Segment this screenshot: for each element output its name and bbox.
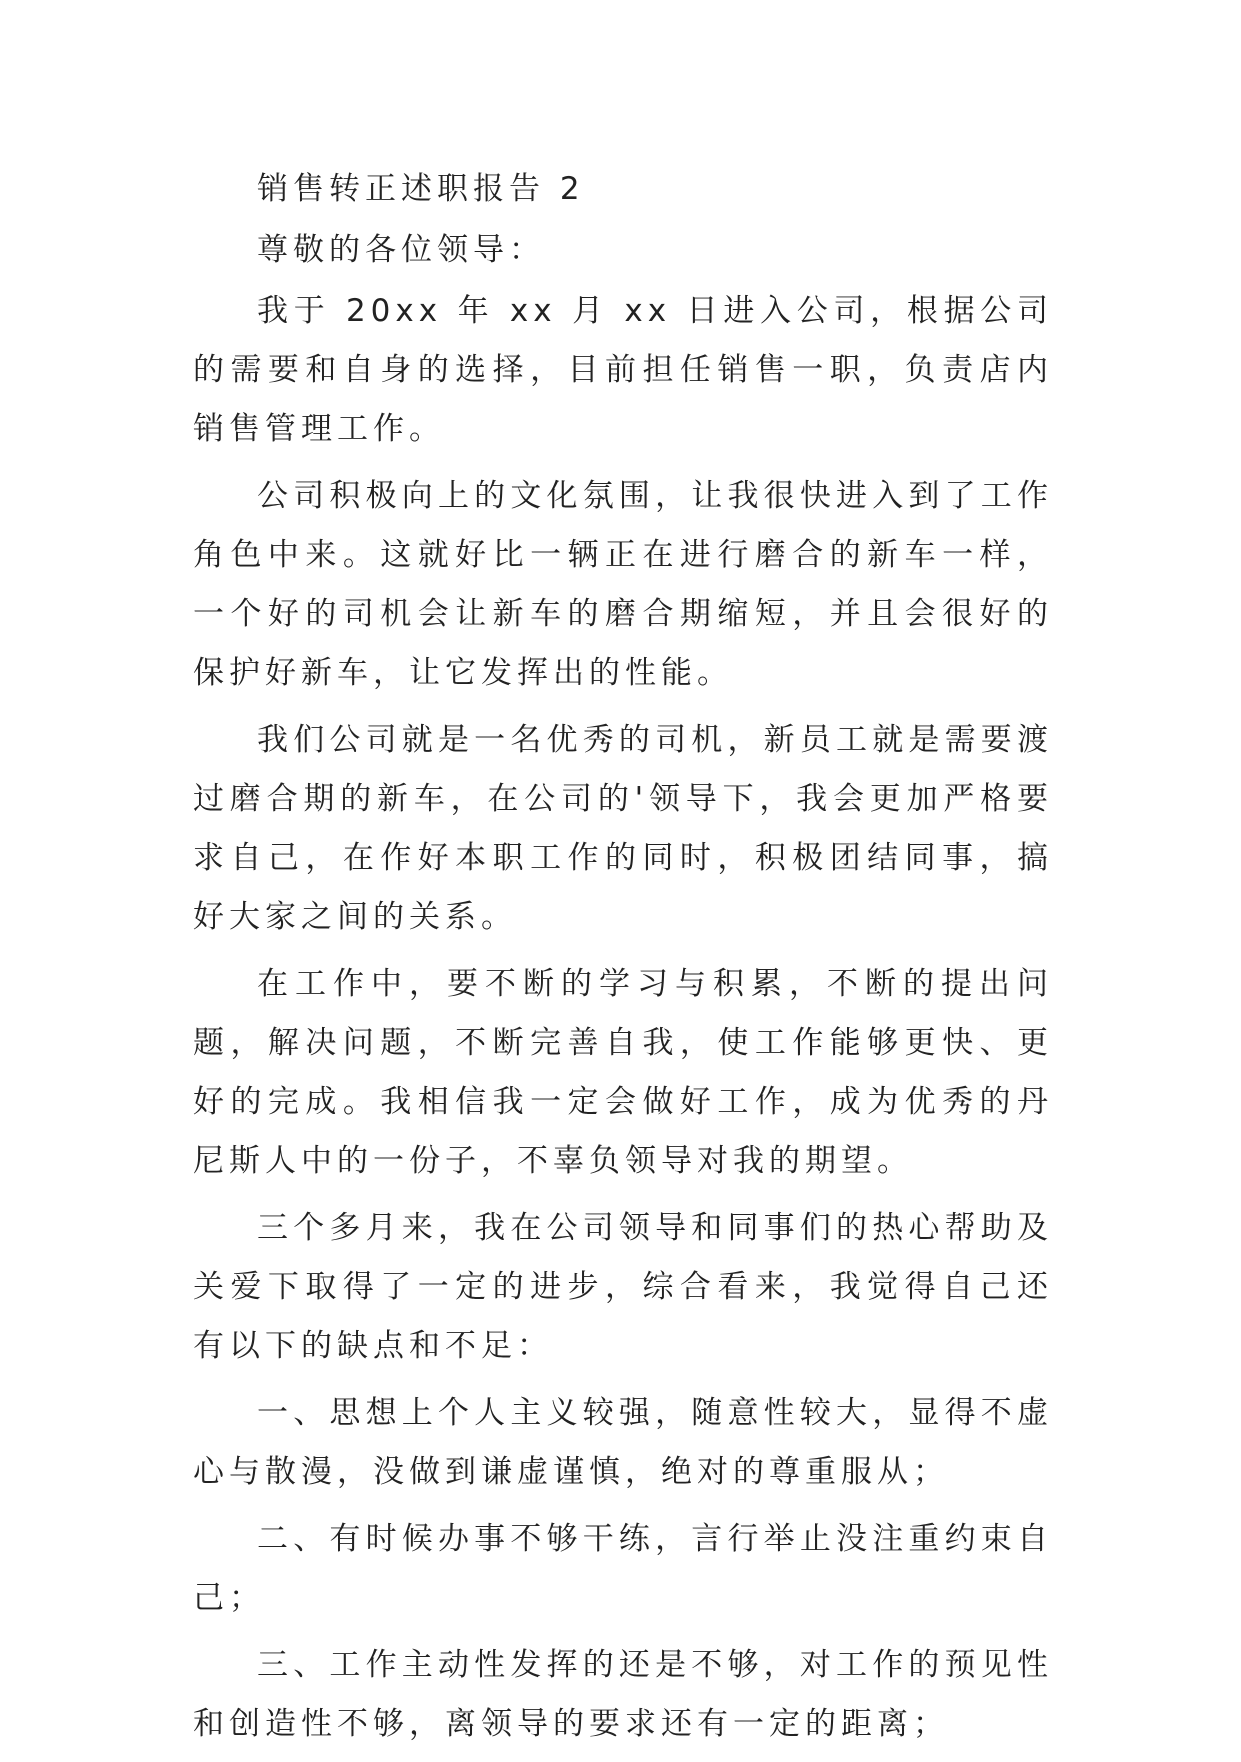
list-item: 二、有时候办事不够干练，言行举止没注重约束自己； (193, 1521, 1053, 1616)
list-item: 一、思想上个人主义较强，随意性较大，显得不虚心与散漫，没做到谦虚谨慎，绝对的尊重服从； (193, 1395, 1053, 1490)
document-title: 销售转正述职报告 2 (257, 171, 585, 207)
paragraph: 我于 20xx 年 xx 月 xx 日进入公司，根据公司的需要和自身的选择，目前担任销售一职，负责店内销售管理工作。 (193, 293, 1053, 447)
paragraph: 公司积极向上的文化氛围，让我很快进入到了工作角色中来。这就好比一辆正在进行磨合的新车一样，一个好的司机会让新车的磨合期缩短，并且会很好的保护好新车，让它发挥出的性能。 (193, 478, 1053, 691)
document-body (193, 160, 1053, 1762)
list-item: 三、工作主动性发挥的还是不够，对工作的预见性和创造性不够，离领导的要求还有一定的距离； (193, 1647, 1053, 1742)
paragraph: 在工作中，要不断的学习与积累，不断的提出问题，解决问题，不断完善自我，使工作能够更快、更好的完成。我相信我一定会做好工作，成为优秀的丹尼斯人中的一份子，不辜负领导对我的期望。 (193, 966, 1053, 1179)
paragraph: 三个多月来，我在公司领导和同事们的热心帮助及关爱下取得了一定的进步，综合看来，我觉得自己还有以下的缺点和不足： (193, 1210, 1053, 1364)
salutation: 尊敬的各位领导： (257, 232, 545, 268)
paragraph: 我们公司就是一名优秀的司机，新员工就是需要渡过磨合期的新车，在公司的'领导下，我会更加严格要求自己，在作好本职工作的同时，积极团结同事，搞好大家之间的关系。 (193, 722, 1053, 935)
